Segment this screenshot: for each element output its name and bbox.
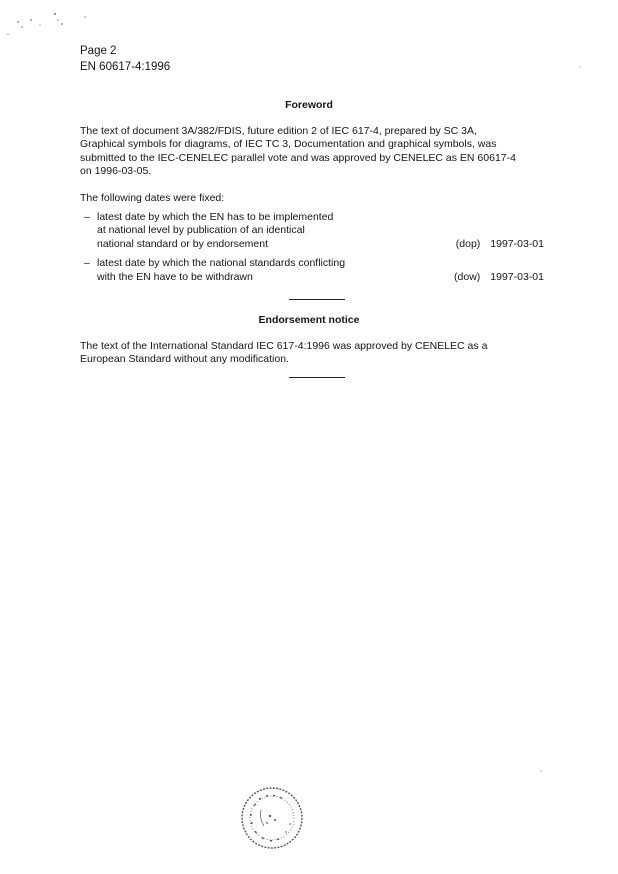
date-item-line: with the EN have to be withdrawn — [97, 270, 253, 283]
date-item-line: at national level by publication of an identical — [97, 224, 305, 237]
list-dash: – — [84, 211, 90, 223]
date-item-line: national standard or by endorsement — [97, 237, 269, 250]
page-header — [80, 43, 170, 75]
foreword-line: submitted to the IEC-CENELEC parallel vote and was approved by CENELEC as EN 60617-4 — [80, 151, 516, 164]
section-divider — [289, 299, 345, 300]
dates-list — [84, 211, 554, 290]
dates-intro: The following dates were fixed: — [80, 192, 225, 204]
endorsement-line: The text of the International Standard IEC 617-4:1996 was approved by CENELEC as a — [80, 340, 488, 352]
endorsement-line: European Standard without any modification. — [80, 353, 289, 366]
end-divider — [289, 377, 345, 378]
date-item-codes — [454, 271, 544, 284]
endorsement-paragraph — [80, 340, 556, 367]
library-stamp-icon — [240, 786, 304, 850]
standard-number: EN 60617-4:1996 — [80, 61, 171, 73]
date-item-line: latest date by which the national standards conflicting — [97, 257, 346, 270]
date-abbreviation: (dow) — [454, 270, 481, 283]
date-abbreviation: (dop) — [455, 237, 481, 250]
page-number: Page 2 — [80, 45, 117, 57]
date-item-dop — [84, 211, 554, 251]
endorsement-heading: Endorsement notice — [258, 314, 360, 326]
foreword-heading: Foreword — [285, 99, 333, 111]
date-item-line: latest date by which the EN has to be implemented — [97, 211, 334, 223]
foreword-line: on 1996-03-05. — [80, 165, 152, 178]
foreword-line: The text of document 3A/382/FDIS, future edition 2 of IEC 617-4, prepared by SC 3A, — [80, 125, 477, 137]
date-value: 1997-03-01 — [490, 237, 544, 250]
date-item-codes — [456, 238, 544, 251]
foreword-paragraph — [80, 125, 556, 179]
foreword-line: Graphical symbols for diagrams, of IEC TC 3, Documentation and graphical symbols, was — [80, 138, 497, 151]
date-item-dow — [84, 257, 554, 284]
date-value: 1997-03-01 — [490, 270, 544, 283]
list-dash: – — [84, 257, 90, 270]
